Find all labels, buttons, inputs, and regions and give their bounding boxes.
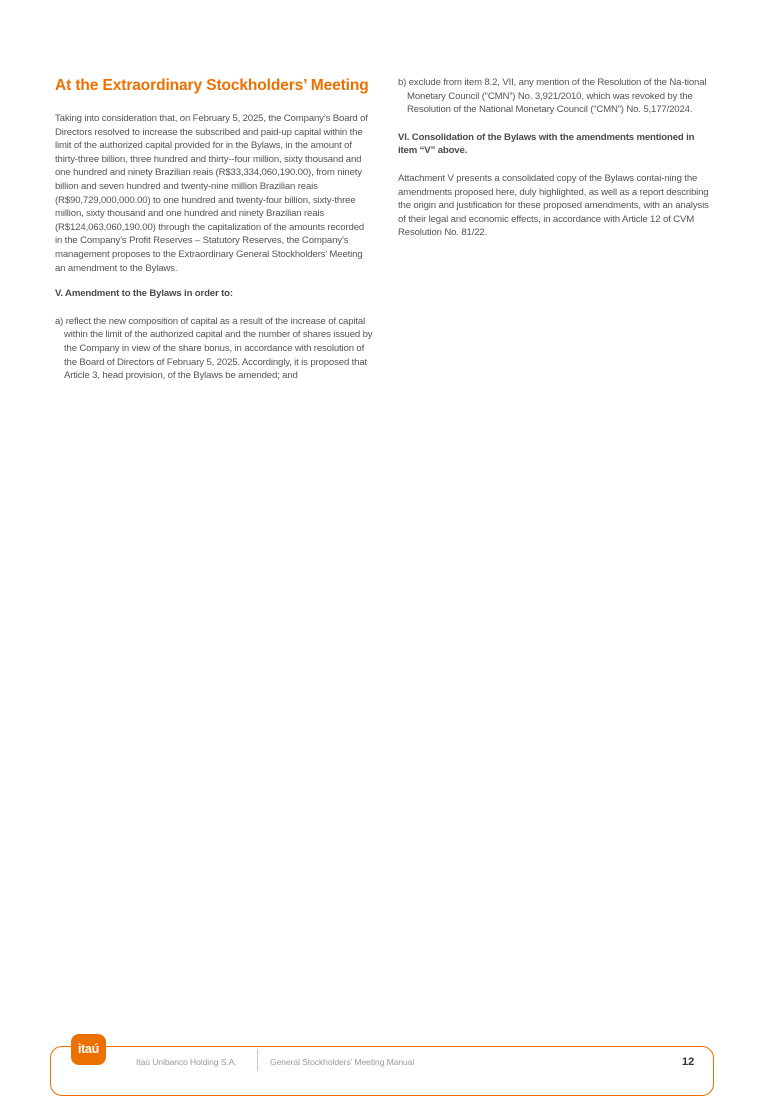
section-title: At the Extraordinary Stockholders’ Meeting [55, 77, 369, 94]
intro-paragraph: Taking into consideration that, on February 5, 2025, the Company’s Board of Directors resolved to increase the subscribed and paid-up capital within the limit of the authorized capital provided for in the Bylaws, in the amount of thirty-three billion, three hundred and thirty--four million, sixty thousand and one hundred and ninety Brazilian reais (R$33,334,060,190.00), from ninety billion and seven hundred and twenty-nine million Brazilian reais (R$90,729,000,000.00) to one hundred and twenty-four billion, sixty-three million, sixty thousand and one hundred and ninety Brazilian reais (R$124,063,060,190.00) through the capitalization of the amounts recorded in the Company’s Profit Reserves – Statutory Reserves, the Company’s management proposes to the Extraordinary General Stockholders’ Meeting an amendment to the Bylaws. [55, 113, 368, 274]
footer-document-title: General Stockholders’ Meeting Manual [270, 1057, 415, 1067]
right-column [398, 76, 710, 252]
section-v-heading: V. Amendment to the Bylaws in order to: [55, 288, 233, 300]
attachment-paragraph: Attachment V presents a consolidated copy of the Bylaws contai-ning the amendments proposed here, duly highlighted, as well as a report describing the origin and justification for these proposed amendments, with an analysis of their legal and economic effects, in accordance with Article 12 of CVM Resolution No. 81/22. [398, 172, 709, 239]
list-item-b: b) exclude from item 8.2, VII, any mention of the Resolution of the Na-tional Monetary Council (“CMN”) No. 3,921/2010, which was revoked by the Resolution of the National Monetary Council (“CMN”) No. 5,177/2024. [398, 77, 707, 116]
footer-frame [50, 1046, 714, 1096]
left-column [55, 76, 373, 397]
footer-company-name: Itaú Unibanco Holding S.A. [136, 1057, 237, 1067]
section-vi-heading: VI. Consolidation of the Bylaws with the amendments mentioned in item “V” above. [398, 131, 695, 157]
footer-divider [257, 1049, 258, 1071]
itau-logo: itaú [71, 1034, 106, 1065]
list-item-a: a) reflect the new composition of capital as a result of the increase of capital within the limit of the authorized capital and the number of shares issued by the Company in view of the share bonus, in accordance with resolution of the Board of Directors of February 5, 2025. Accordingly, it is proposed that Article 3, head provision, of the Bylaws be amended; and [55, 315, 373, 382]
page-number: 12 [682, 1056, 695, 1068]
